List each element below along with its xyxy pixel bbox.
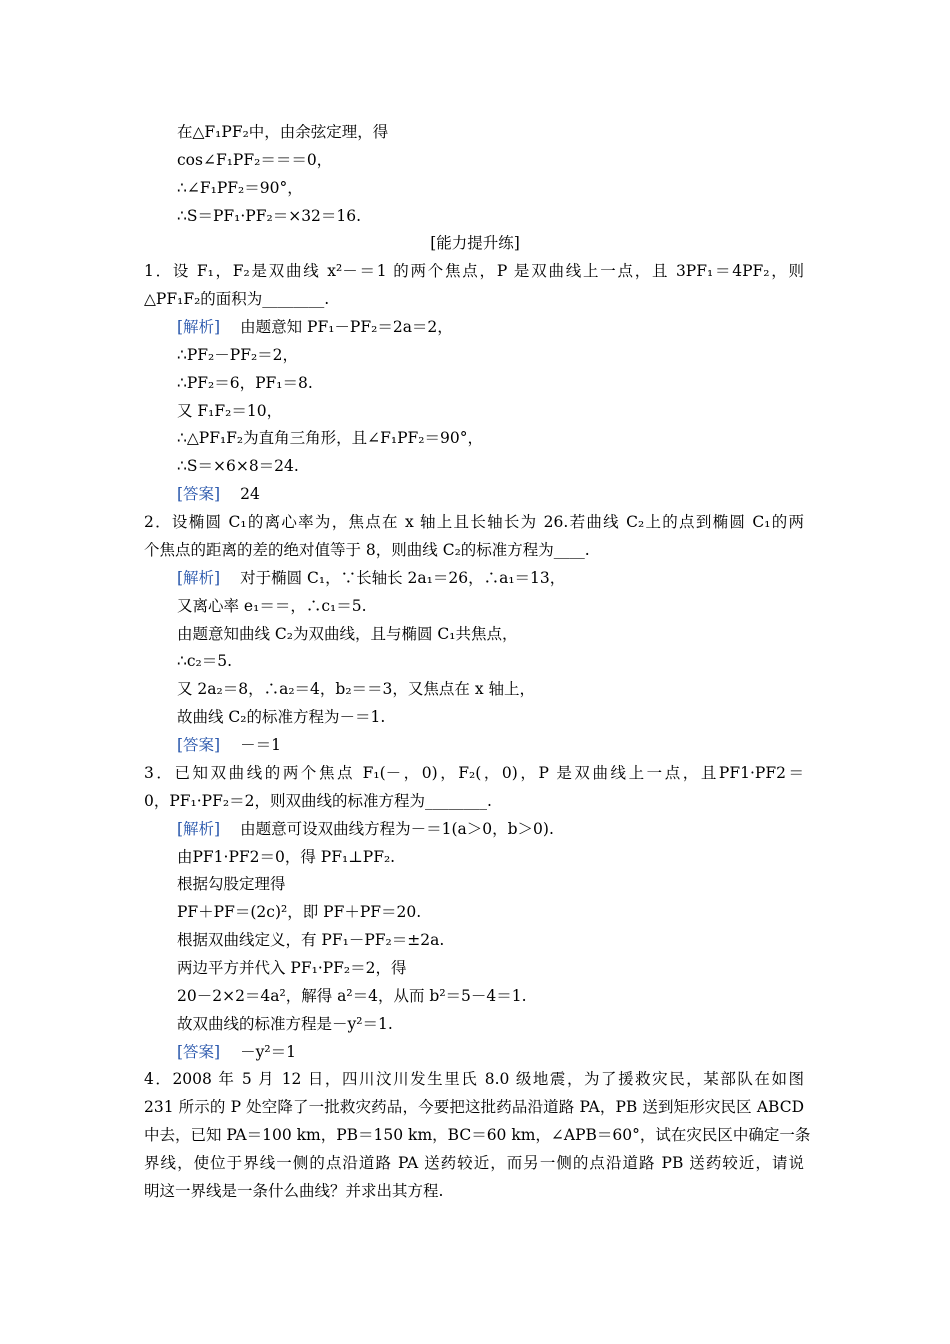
answer-text: 24 (240, 485, 260, 503)
answer-tag: [答案] (177, 736, 221, 754)
answer-tag: [答案] (177, 485, 221, 503)
q2-analysis-first (177, 567, 565, 589)
q1-analysis-line: 又 F₁F₂＝10， (177, 402, 283, 420)
q3-answer (177, 1041, 296, 1063)
q4-stem-line: 明这一界线是一条什么曲线？并求出其方程. (144, 1182, 444, 1200)
q1-analysis-line: ∴PF₂－PF₂＝2， (177, 346, 299, 364)
q3-analysis-line: 两边平方并代入 PF₁·PF₂＝2，得 (177, 959, 407, 977)
q2-analysis-line: 又离心率 e₁＝＝，∴c₁＝5. (177, 597, 367, 615)
q4-stem-line: 中去，已知 PA＝100 km，PB＝150 km，BC＝60 km，∠APB＝60°，试在灾民区中确定一条 (144, 1126, 811, 1144)
analysis-tag: [解析] (177, 569, 221, 587)
q1-analysis-line: ∴△PF₁F₂为直角三角形，且∠F₁PF₂＝90°， (177, 429, 483, 447)
q3-analysis-line: 20－2×2＝4a²，解得 a²＝4，从而 b²＝5－4＝1. (177, 987, 527, 1005)
intro-line: 在△F₁PF₂中，由余弦定理，得 (177, 123, 389, 141)
q2-stem-line: 2．设椭圆 C₁的离心率为，焦点在 x 轴上且长轴长为 26.若曲线 C₂上的点到椭圆 C₁的两 (144, 513, 804, 531)
q3-analysis-first (177, 818, 554, 840)
intro-line: ∴S＝PF₁·PF₂＝×32＝16. (177, 207, 362, 225)
analysis-text: 由题意知 PF₁－PF₂＝2a＝2， (240, 318, 453, 336)
analysis-text: 对于椭圆 C₁，∵长轴长 2a₁＝26，∴a₁＝13， (240, 569, 566, 587)
q4-stem-line: 界线，使位于界线一侧的点沿道路 PA 送药较近，而另一侧的点沿道路 PB 送药较近，请说 (144, 1154, 804, 1172)
q3-stem-line: 3．已知双曲线的两个焦点 F₁(－，0)，F₂(，0)，P 是双曲线上一点，且PF1·PF2＝ (144, 764, 804, 782)
q3-stem-line: 0，PF₁·PF₂＝2，则双曲线的标准方程为________. (144, 792, 492, 810)
q3-analysis-line: 故双曲线的标准方程是－y²＝1. (177, 1015, 393, 1033)
q2-answer (177, 734, 281, 756)
q2-analysis-line: 又 2a₂＝8，∴a₂＝4，b₂＝＝3，又焦点在 x 轴上， (177, 680, 536, 698)
answer-tag: [答案] (177, 1043, 221, 1061)
q1-stem-line: 1．设 F₁，F₂是双曲线 x²－＝1 的两个焦点，P 是双曲线上一点，且 3PF₁＝4PF₂，则 (144, 262, 804, 280)
q2-analysis-line: ∴c₂＝5. (177, 652, 233, 670)
q2-analysis-line: 由题意知曲线 C₂为双曲线，且与椭圆 C₁共焦点， (177, 625, 518, 643)
q3-analysis-line: 根据双曲线定义，有 PF₁－PF₂＝±2a. (177, 931, 445, 949)
section-title: [能力提升练] (430, 234, 520, 252)
analysis-tag: [解析] (177, 820, 221, 838)
answer-text: －y²＝1 (240, 1043, 296, 1061)
q4-stem-line: 4．2008 年 5 月 12 日，四川汶川发生里氏 8.0 级地震，为了援救灾民，某部队在如图 (144, 1070, 804, 1088)
q4-stem-line: 231 所示的 P 处空降了一批救灾药品，今要把这批药品沿道路 PA，PB 送到矩形灾民区 ABCD (144, 1098, 804, 1116)
q3-analysis-line: 由PF1·PF2＝0，得 PF₁⊥PF₂. (177, 848, 396, 866)
q1-analysis-line: ∴PF₂＝6，PF₁＝8. (177, 374, 313, 392)
analysis-text: 由题意可设双曲线方程为－＝1(a＞0，b＞0). (240, 820, 554, 838)
q3-analysis-line: 根据勾股定理得 (177, 875, 286, 893)
q2-analysis-line: 故曲线 C₂的标准方程为－＝1. (177, 708, 386, 726)
q1-analysis-first (177, 316, 453, 338)
answer-text: －＝1 (240, 736, 281, 754)
q2-stem-line: 个焦点的距离的差的绝对值等于 8，则曲线 C₂的标准方程为____. (144, 541, 590, 559)
q1-answer (177, 483, 260, 505)
intro-line: cos∠F₁PF₂＝＝＝0， (177, 151, 333, 169)
q1-analysis-line: ∴S＝×6×8＝24. (177, 457, 299, 475)
q1-stem-line: △PF₁F₂的面积为________. (144, 290, 330, 308)
q3-analysis-line: PF＋PF＝(2c)²，即 PF＋PF＝20. (177, 903, 422, 921)
intro-line: ∴∠F₁PF₂＝90°， (177, 179, 303, 197)
analysis-tag: [解析] (177, 318, 221, 336)
